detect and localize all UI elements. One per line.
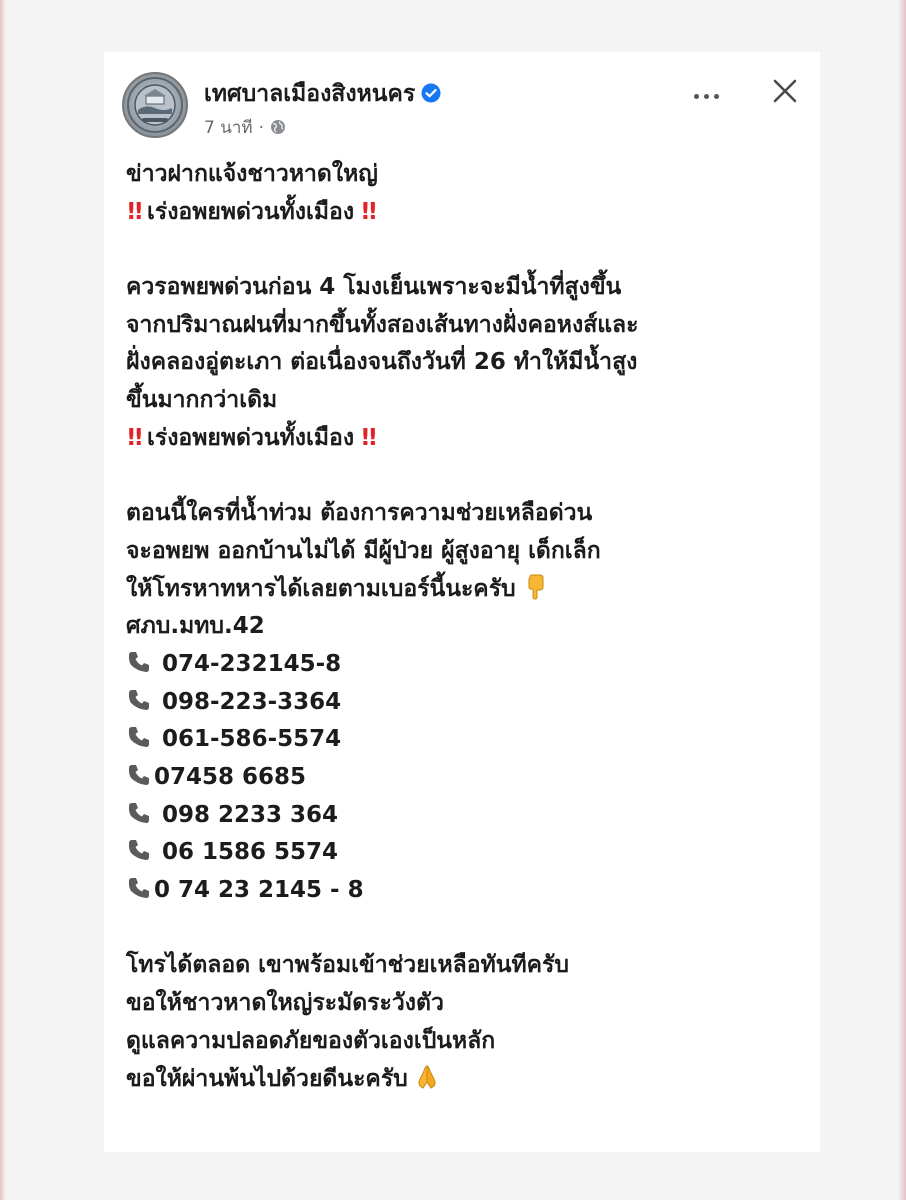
phone-number[interactable]: 098 2233 364 xyxy=(162,801,339,828)
phone-line xyxy=(126,721,806,759)
phone-line xyxy=(126,872,806,910)
post-line xyxy=(126,571,806,609)
post-line: ขอให้ชาวหาดใหญ่ระมัดระวังตัว xyxy=(126,990,444,1017)
phone-number[interactable]: 074-232145-8 xyxy=(162,650,342,677)
page-name-text[interactable]: เทศบาลเมืองสิงหนคร xyxy=(204,81,416,107)
post-line-text: ให้โทรหาทหารได้เลยตามเบอร์นี้นะครับ xyxy=(126,575,516,602)
blank-line xyxy=(126,458,806,496)
phone-number[interactable]: 06 1586 5574 xyxy=(162,839,339,866)
phone-line xyxy=(126,797,806,835)
meta-separator: · xyxy=(258,118,264,138)
phone-line xyxy=(126,834,806,872)
post-line: ขึ้นมากกว่าเดิม xyxy=(126,387,278,414)
post-line: จากปริมาณฝนที่มากขึ้นทั้งสองเส้นทางฝั่งคอหงส์และ xyxy=(126,311,639,338)
phone-line xyxy=(126,684,806,722)
blank-line xyxy=(126,910,806,948)
more-options-icon-dot xyxy=(714,94,719,99)
post-header xyxy=(122,72,802,146)
double-exclamation-icon: !! xyxy=(360,424,376,451)
double-exclamation-icon: !! xyxy=(126,424,141,451)
alert-text: เร่งอพยพด่วนทั้งเมือง xyxy=(146,424,355,451)
phone-line xyxy=(126,646,806,684)
alert-text: เร่งอพยพด่วนทั้งเมือง xyxy=(146,198,355,225)
post-line: จะอพยพ ออกบ้านไม่ได้ มีผู้ป่วย ผู้สูงอายุ เด็กเล็ก xyxy=(126,537,601,564)
double-exclamation-icon: !! xyxy=(126,198,141,225)
page-name[interactable] xyxy=(204,76,441,112)
phone-line xyxy=(126,759,806,797)
telephone-icon xyxy=(126,875,152,901)
post-line-text: ขอให้ผ่านพ้นไปด้วยดีนะครับ xyxy=(126,1065,408,1092)
close-button[interactable] xyxy=(768,74,802,108)
post-line: ศภบ.มทบ.42 xyxy=(126,613,265,640)
folded-hands-icon xyxy=(414,1064,440,1090)
more-options-icon-dot xyxy=(694,94,699,99)
telephone-icon xyxy=(126,724,152,750)
post-card xyxy=(104,52,820,1152)
post-time[interactable]: 7 นาที xyxy=(204,118,253,138)
post-line: ควรอพยพด่วนก่อน 4 โมงเย็นเพราะจะมีน้ำที่สูงขึ้น xyxy=(126,274,622,301)
telephone-icon xyxy=(126,837,152,863)
post-line: ดูแลความปลอดภัยของตัวเองเป็นหลัก xyxy=(126,1027,496,1054)
post-line: โทรได้ตลอด เขาพร้อมเข้าช่วยเหลือทันทีครับ xyxy=(126,952,569,979)
screen-edge-left xyxy=(0,0,6,1200)
telephone-icon xyxy=(126,649,152,675)
alert-line xyxy=(126,420,806,458)
telephone-icon xyxy=(126,687,152,713)
page-avatar[interactable] xyxy=(122,72,188,138)
screen-edge-right xyxy=(898,0,906,1200)
more-options-icon-dot xyxy=(704,94,709,99)
double-exclamation-icon: !! xyxy=(360,198,376,225)
phone-number[interactable]: 07458 6685 xyxy=(154,764,307,790)
globe-icon[interactable] xyxy=(270,119,286,135)
phone-number[interactable]: 0 74 23 2145 - 8 xyxy=(154,877,364,904)
municipality-seal-icon xyxy=(124,74,186,136)
alert-line xyxy=(126,194,806,232)
post-line xyxy=(126,1061,806,1099)
telephone-icon xyxy=(126,800,152,826)
post-meta xyxy=(204,114,286,141)
post-line: ตอนนี้ใครที่น้ำท่วม ต้องการความช่วยเหลือด่วน xyxy=(126,500,593,527)
more-options-button[interactable] xyxy=(692,86,722,106)
blank-line xyxy=(126,231,806,269)
verified-badge-icon xyxy=(421,83,441,103)
close-icon xyxy=(768,74,802,108)
post-line: ข่าวฝากแจ้งชาวหาดใหญ่ xyxy=(126,161,378,187)
post-line: ฝั่งคลองอู่ตะเภา ต่อเนื่องจนถึงวันที่ 26 ทำให้มีน้ำสูง xyxy=(126,349,638,376)
telephone-icon xyxy=(126,762,152,788)
phone-number[interactable]: 061-586-5574 xyxy=(162,726,342,753)
post-text xyxy=(126,156,806,1098)
phone-number[interactable]: 098-223-3364 xyxy=(162,688,342,715)
point-down-icon xyxy=(522,574,548,600)
